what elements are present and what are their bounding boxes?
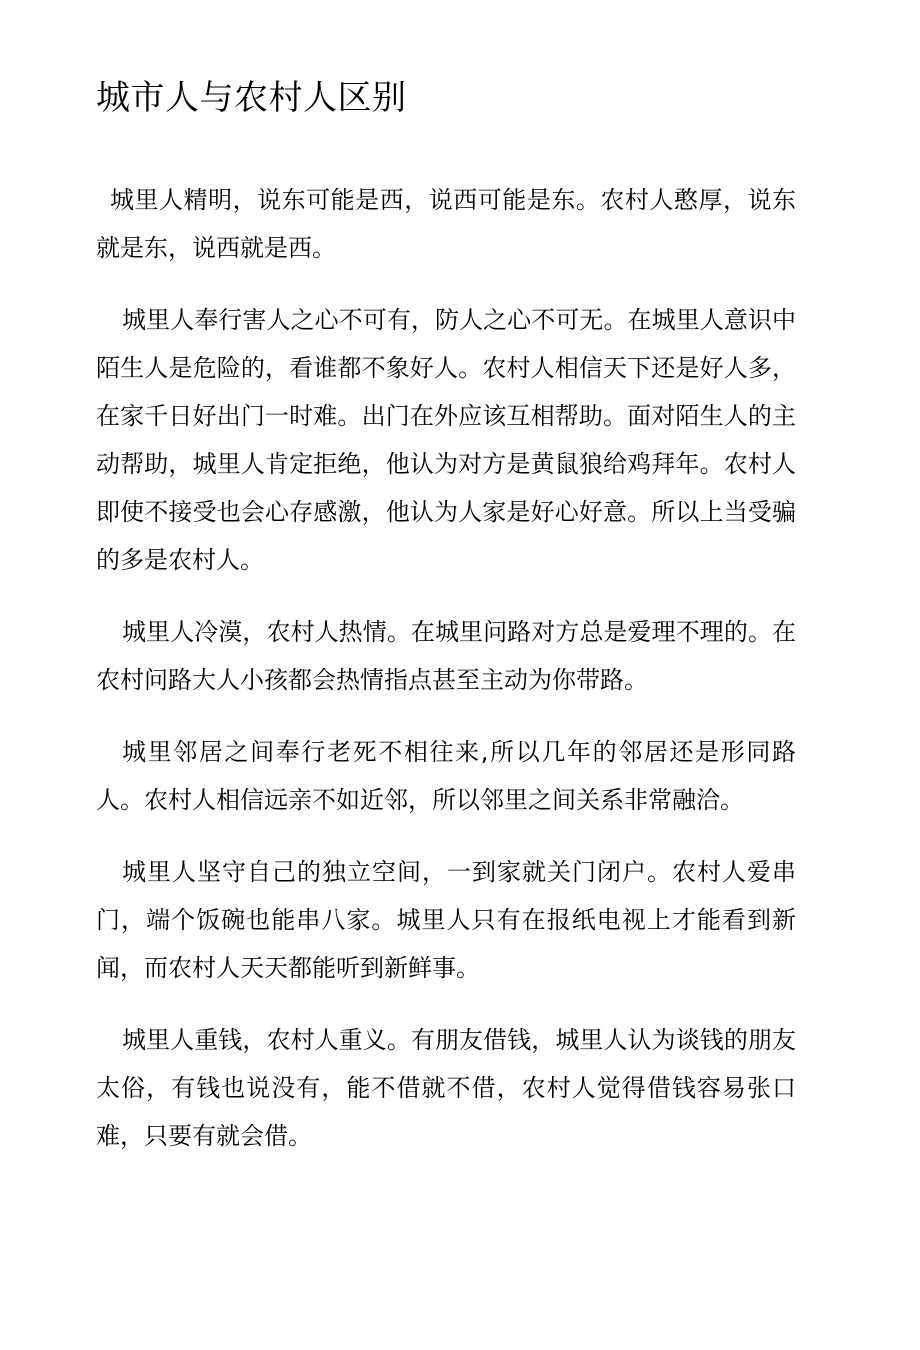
- paragraph-1: 城里人精明，说东可能是西，说西可能是东。农村人憨厚，说东就是东，说西就是西。: [96, 186, 796, 262]
- page-title: 城市人与农村人区别: [96, 78, 407, 118]
- document-text-column: [96, 0, 796, 1350]
- paragraph-2: 城里人奉行害人之心不可有，防人之心不可无。在城里人意识中陌生人是危险的，看谁都不象好人。农村人相信天下还是好人多，在家千日好出门一时难。出门在外应该互相帮助。面对陌生人的主动帮助，城里人肯定拒绝，他认为对方是黄鼠狼给鸡拜年。农村人即使不接受也会心存感激，他认为人家是好心好意。所以上当受骗的多是农村人。: [96, 306, 796, 574]
- paragraph-5: 城里人坚守自己的独立空间，一到家就关门闭户。农村人爱串门，端个饭碗也能串八家。城里人只有在报纸电视上才能看到新闻，而农村人天天都能听到新鲜事。: [96, 858, 796, 982]
- paragraph-6: 城里人重钱，农村人重义。有朋友借钱，城里人认为谈钱的朋友太俗，有钱也说没有，能不借就不借，农村人觉得借钱容易张口难，只要有就会借。: [96, 1026, 796, 1150]
- paragraph-4: 城里邻居之间奉行老死不相往来,所以几年的邻居还是形同路人。农村人相信远亲不如近邻，所以邻里之间关系非常融洽。: [96, 738, 796, 814]
- paragraph-list: [96, 176, 796, 1160]
- paragraph-3: 城里人冷漠，农村人热情。在城里问路对方总是爱理不理的。在农村问路大人小孩都会热情指点甚至主动为你带路。: [96, 618, 796, 694]
